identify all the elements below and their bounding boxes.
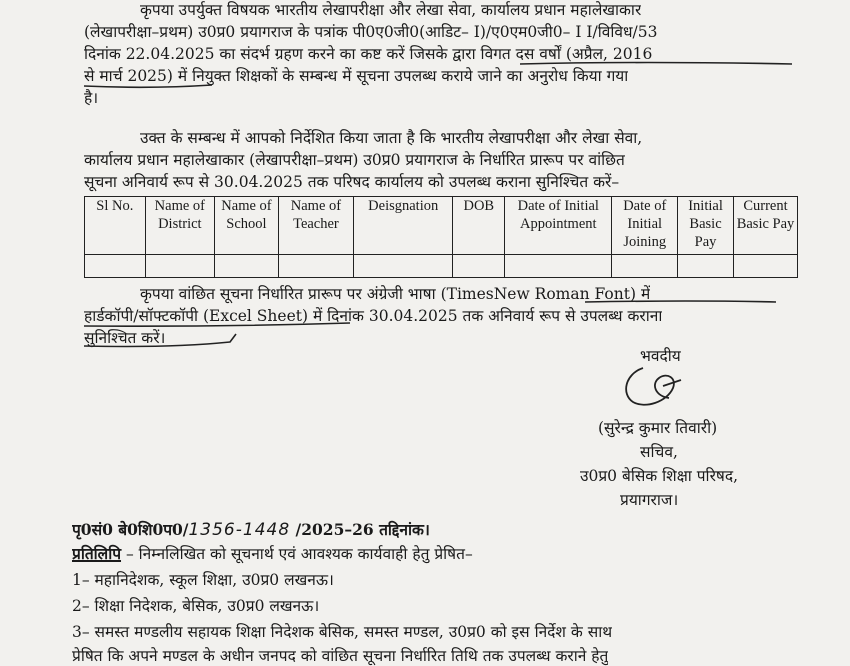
reference-number: 1356-1448 — [188, 520, 291, 540]
table-row — [85, 255, 798, 278]
signatory-name: (सुरेन्द्र कुमार तिवारी) — [598, 419, 718, 437]
copy-heading: प्रतिलिपि — [72, 544, 122, 563]
header-initial-basic-pay: Initial Basic Pay — [678, 197, 734, 255]
signatory-city: प्रयागराज। — [620, 491, 679, 509]
handwritten-signature — [615, 362, 695, 414]
pen-underline-marks-2 — [0, 280, 850, 350]
header-school: Name of School — [215, 197, 279, 255]
signatory-office: उ0प्र0 बेसिक शिक्षा परिषद, — [580, 467, 739, 485]
para1-line-3: दिनांक 22.04.2025 का संदर्भ ग्रहण करने का कष्ट करें जिसके द्वारा विगत दस वर्षों (अप्रैल, 2016 — [84, 45, 653, 63]
signatory-designation: सचिव, — [640, 443, 678, 461]
para2-line-2: कार्यालय प्रधान महालेखाकार (लेखापरीक्षा–प्रथम) उ0प्र0 प्रयागराज के निर्धारित प्रारूप पर वांछित — [84, 151, 625, 169]
para2-line-1: उक्त के सम्बन्ध में आपको निर्देशित किया जाता है कि भारतीय लेखापरीक्षा और लेखा सेवा, — [140, 129, 643, 147]
copy-heading-line — [72, 544, 473, 564]
copy-intro: – निम्नलिखित को सूचनार्थ एवं आवश्यक कार्यवाही हेतु प्रेषित– — [121, 545, 473, 563]
header-designation: Deisgnation — [354, 197, 453, 255]
para1-line-5: है। — [84, 89, 99, 107]
para1-line-2: (लेखापरीक्षा–प्रथम) उ0प्र0 प्रयागराज के पत्रांक पी0ए0जी0(आडिट– I)/ए0एम0जी0– I I/विविध/53 — [84, 23, 658, 41]
teacher-info-format-table — [84, 196, 798, 278]
header-dob: DOB — [453, 197, 505, 255]
para3-line-2: हार्डकॉपी/सॉफ्टकॉपी (Excel Sheet) में दिनांक 30.04.2025 तक अनिवार्य रूप से उपलब्ध कराना — [84, 307, 663, 325]
para1-line-4: से मार्च 2025) में नियुक्त शिक्षकों के सम्बन्ध में सूचना उपलब्ध कराये जाने का अनुरोध किया गया — [84, 67, 629, 85]
header-initial-appointment: Date of Initial Appointment — [505, 197, 612, 255]
reference-suffix: /2025–26 तद्दिनांक। — [290, 520, 430, 539]
header-sl-no: Sl No. — [85, 197, 146, 255]
pen-underline-marks — [0, 0, 850, 120]
header-teacher: Name of Teacher — [278, 197, 353, 255]
reference-line — [72, 520, 430, 540]
para1-line-1: कृपया उपर्युक्त विषयक भारतीय लेखापरीक्षा और लेखा सेवा, कार्यालय प्रधान महालेखाकार — [140, 1, 642, 19]
para2-line-3: सूचना अनिवार्य रूप से 30.04.2025 तक परिषद कार्यालय को उपलब्ध कराना सुनिश्चित करें– — [84, 173, 620, 191]
copy-item-3: 3– समस्त मण्डलीय सहायक शिक्षा निदेशक बेसिक, समस्त मण्डल, उ0प्र0 को इस निर्देश के साथ — [72, 623, 613, 641]
reference-prefix: पृ0सं0 बे0शि0प0/ — [72, 520, 189, 539]
closing-text: भवदीय — [640, 347, 681, 365]
para3-line-1: कृपया वांछित सूचना निर्धारित प्रारूप पर अंग्रेजी भाषा (TimesNew Roman Font) में — [140, 285, 651, 303]
copy-item-1: 1– महानिदेशक, स्कूल शिक्षा, उ0प्र0 लखनऊ। — [72, 571, 334, 589]
copy-item-2: 2– शिक्षा निदेशक, बेसिक, उ0प्र0 लखनऊ। — [72, 597, 320, 615]
header-initial-joining: Date of Initial Joining — [612, 197, 678, 255]
para3-line-3: सुनिश्चित करें। — [84, 329, 166, 347]
table-header-row — [85, 197, 798, 255]
header-district: Name of District — [145, 197, 215, 255]
header-current-basic-pay: Current Basic Pay — [733, 197, 797, 255]
copy-item-4: प्रेषित कि अपने मण्डल के अधीन जनपद को वांछित सूचना निर्धारित तिथि तक उपलब्ध कराने हेतु — [72, 647, 609, 665]
